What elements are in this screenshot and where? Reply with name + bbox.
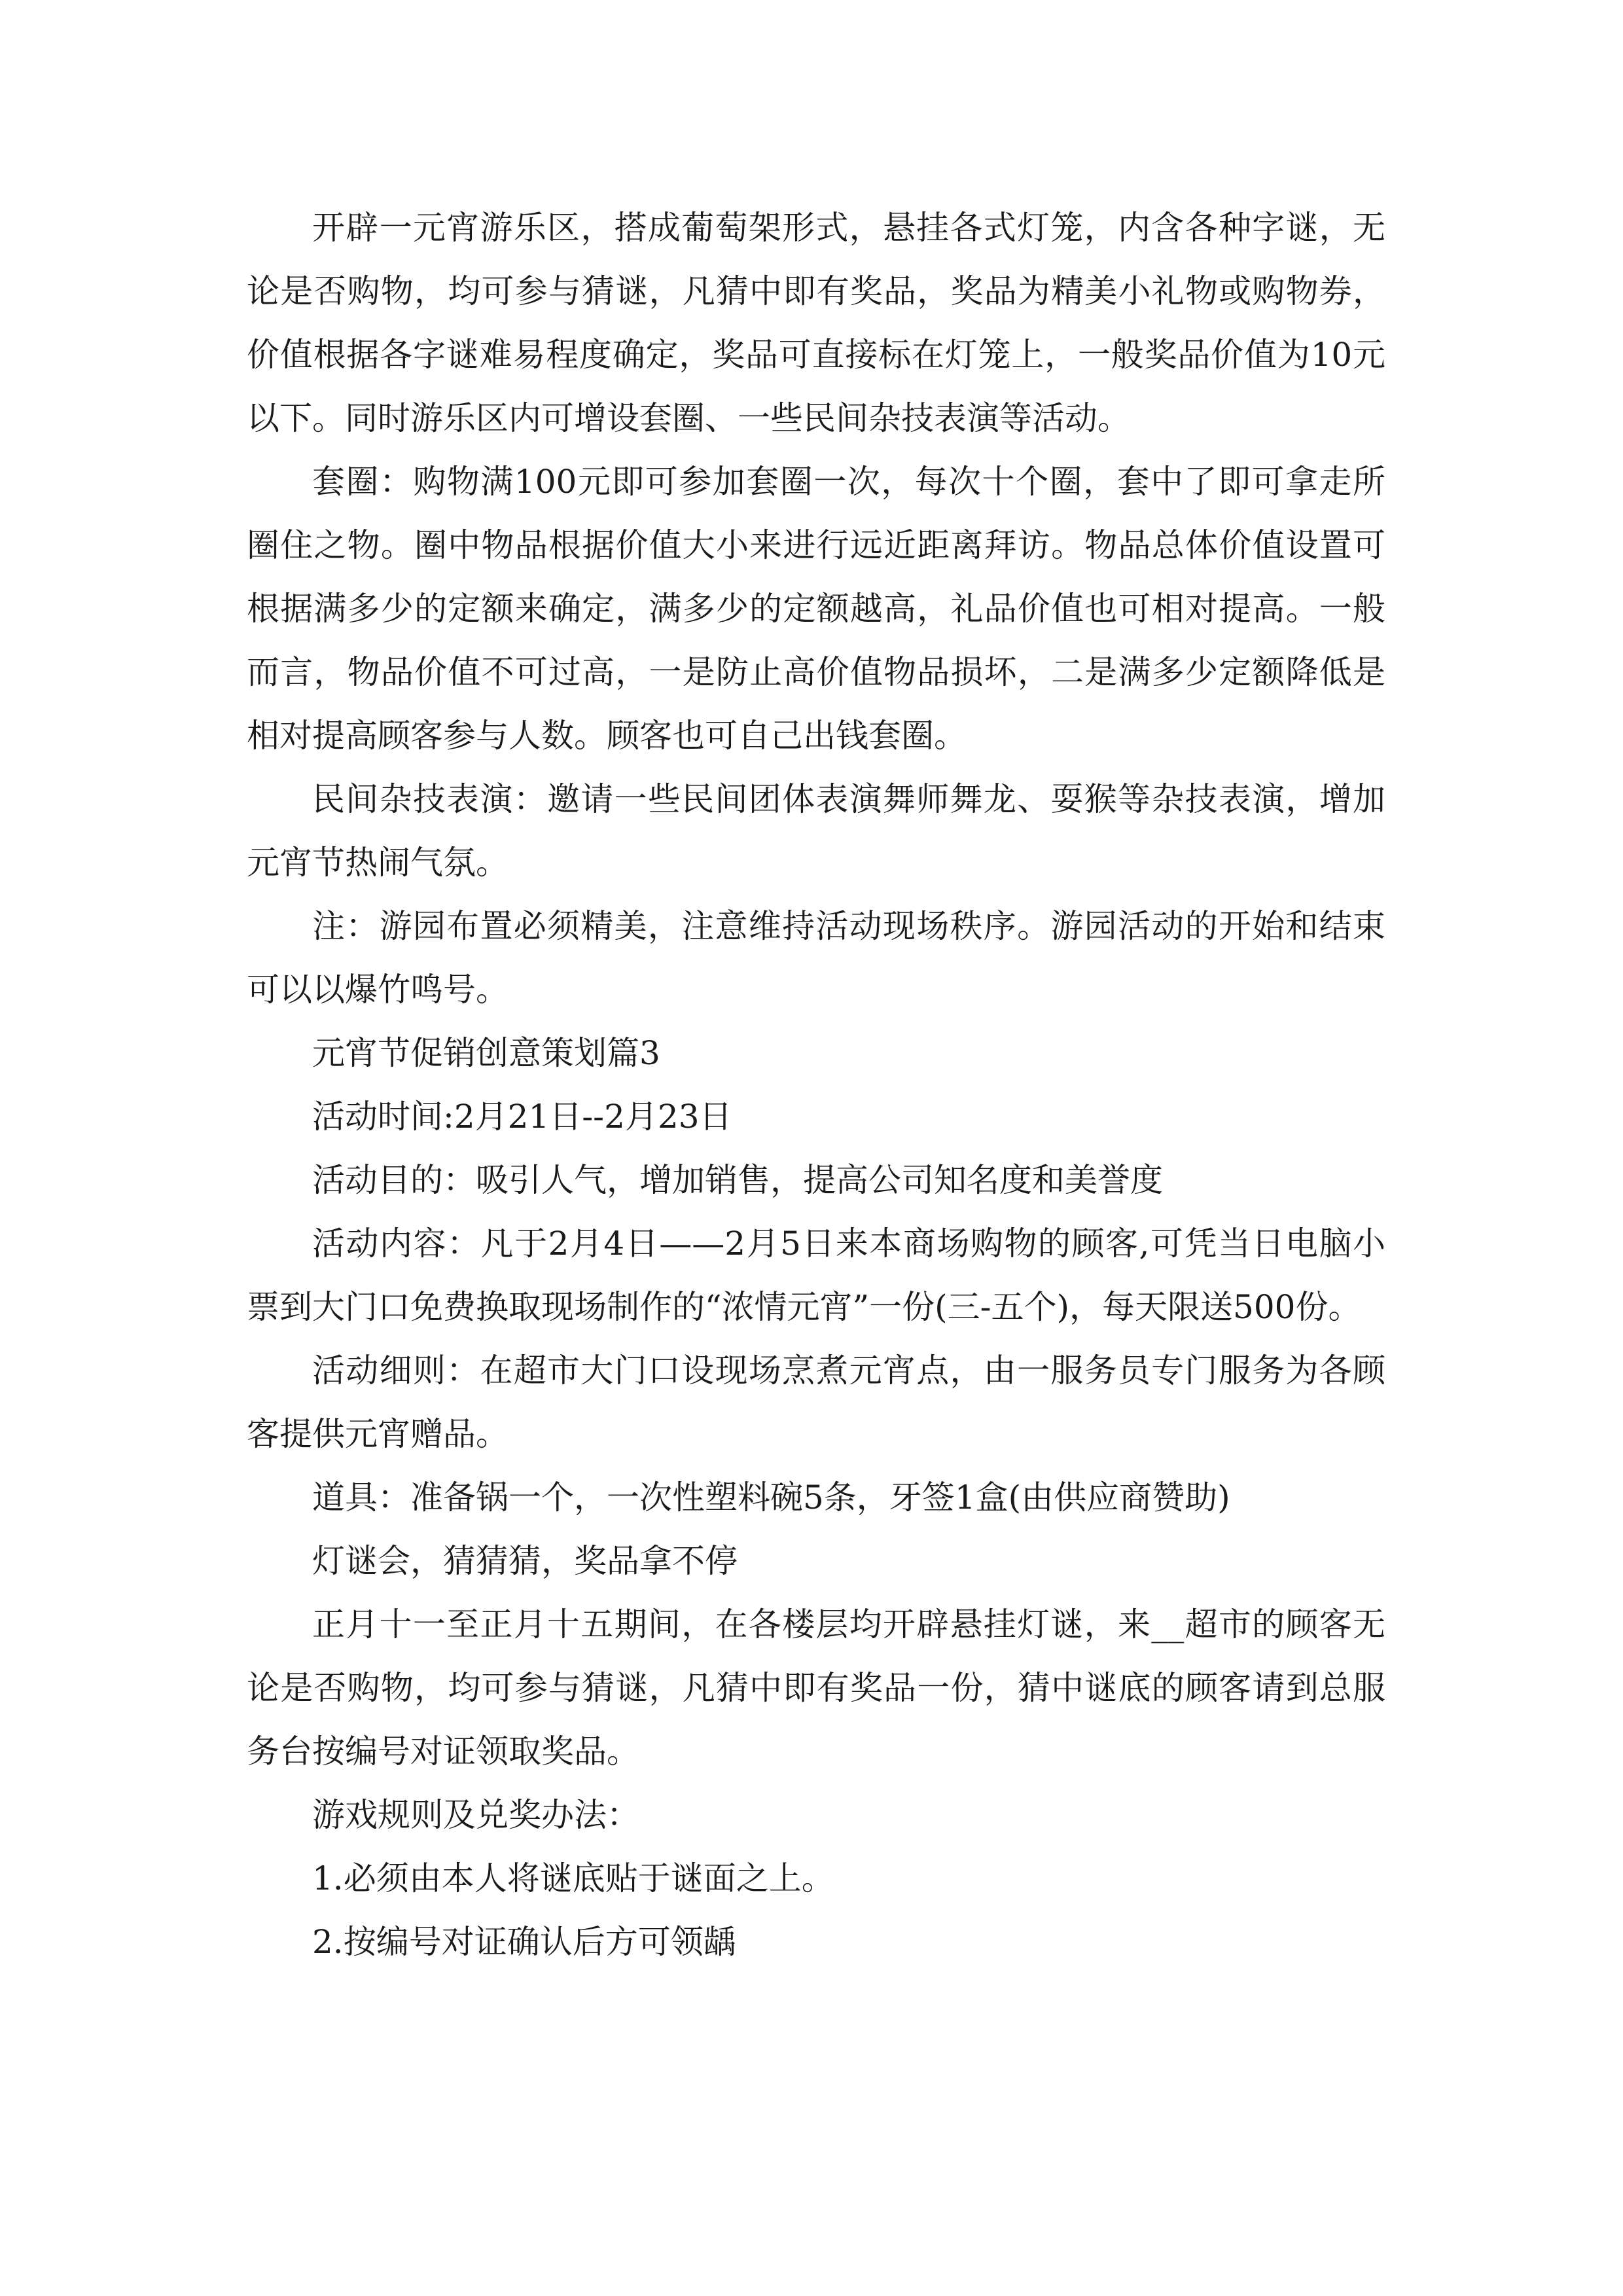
paragraph-folk-acrobatics: 民间杂技表演：邀请一些民间团体表演舞师舞龙、耍猴等杂技表演，增加元宵节热闹气氛。	[247, 780, 1385, 882]
list-item-rule-2: 2.按编号对证确认后方可领龋	[312, 1923, 736, 1961]
section-heading: 元宵节促销创意策划篇3	[312, 1034, 660, 1072]
list-item-rule-1: 1.必须由本人将谜底贴于谜面之上。	[312, 1859, 834, 1897]
paragraph-riddle-period: 正月十一至正月十五期间，在各楼层均开辟悬挂灯谜，来__超市的顾客无论是否购物，均可参与猜谜，凡猜中即有奖品一份，猜中谜底的顾客请到总服务台按编号对证领取奖品。	[247, 1605, 1385, 1770]
paragraph-props: 道具：准备锅一个，一次性塑料碗5条，牙签1盒(由供应商赞助)	[312, 1479, 1230, 1516]
paragraph-note: 注：游园布置必须精美，注意维持活动现场秩序。游园活动的开始和结束可以以爆竹鸣号。	[247, 907, 1385, 1009]
paragraph-game-rules-title: 游戏规则及兑奖办法：	[312, 1796, 639, 1834]
paragraph-lantern-area: 开辟一元宵游乐区，搭成葡萄架形式，悬挂各式灯笼，内含各种字谜，无论是否购物，均可参与猜谜，凡猜中即有奖品，奖品为精美小礼物或购物券，价值根据各字谜难易程度确定，奖品可直接标在灯笼上，一般奖品价值为10元以下。同时游乐区内可增设套圈、一些民间杂技表演等活动。	[247, 209, 1385, 437]
paragraph-activity-purpose: 活动目的：吸引人气，增加销售，提高公司知名度和美誉度	[312, 1161, 1163, 1199]
paragraph-ring-toss: 套圈：购物满100元即可参加套圈一次，每次十个圈，套中了即可拿走所圈住之物。圈中物品根据价值大小来进行远近距离拜访。物品总体价值设置可根据满多少的定额来确定，满多少的定额越高，礼品价值也可相对提高。一般而言，物品价值不可过高，一是防止高价值物品损坏，二是满多少定额降低是相对提高顾客参与人数。顾客也可自己出钱套圈。	[247, 463, 1385, 755]
paragraph-activity-rules: 活动细则：在超市大门口设现场烹煮元宵点，由一服务员专门服务为各顾客提供元宵赠品。	[247, 1352, 1385, 1453]
paragraph-activity-content: 活动内容：凡于2月4日——2月5日来本商场购物的顾客,可凭当日电脑小票到大门口免费换取现场制作的“浓情元宵”一份(三-五个)，每天限送500份。	[247, 1225, 1385, 1326]
paragraph-activity-time: 活动时间:2月21日--2月23日	[312, 1098, 732, 1136]
paragraph-riddle-title: 灯谜会，猜猜猜，奖品拿不停	[312, 1542, 738, 1580]
document-page	[247, 196, 1385, 1974]
